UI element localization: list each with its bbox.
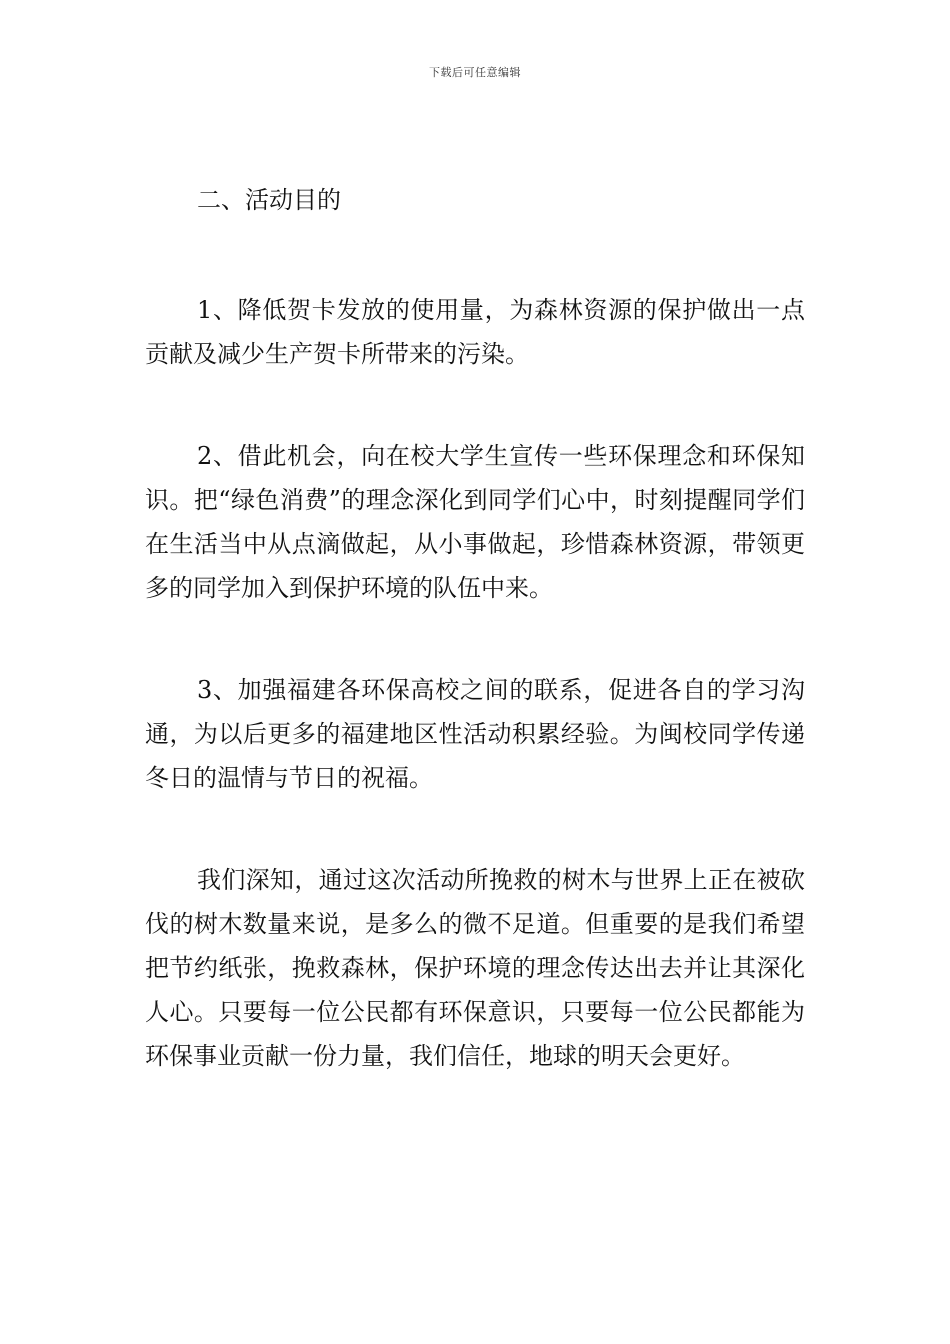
list-item: 3、加强福建各环保高校之间的联系，促进各自的学习沟通，为以后更多的福建地区性活动积累经验。为闽校同学传递冬日的温情与节日的祝福。 <box>145 676 805 792</box>
list-item: 2、借此机会，向在校大学生宣传一些环保理念和环保知识。把“绿色消费”的理念深化到同学们心中，时刻提醒同学们在生活当中从点滴做起，从小事做起，珍惜森林资源，带领更多的同学加入到保护环境的队伍中来。 <box>145 442 805 602</box>
list-item: 1、降低贺卡发放的使用量，为森林资源的保护做出一点贡献及减少生产贺卡所带来的污染。 <box>145 296 805 368</box>
spacer <box>145 800 805 858</box>
spacer <box>145 610 805 668</box>
document-body <box>145 178 805 1078</box>
header-note: 下载后可任意编辑 <box>429 66 521 79</box>
spacer <box>145 376 805 434</box>
section-heading: 二、活动目的 <box>197 186 341 214</box>
closing-paragraph: 我们深知，通过这次活动所挽救的树木与世界上正在被砍伐的树木数量来说，是多么的微不足道。但重要的是我们希望把节约纸张，挽救森林，保护环境的理念传达出去并让其深化人心。只要每一位公民都有环保意识，只要每一位公民都能为环保事业贡献一份力量，我们信任，地球的明天会更好。 <box>145 866 805 1070</box>
spacer <box>145 222 805 288</box>
